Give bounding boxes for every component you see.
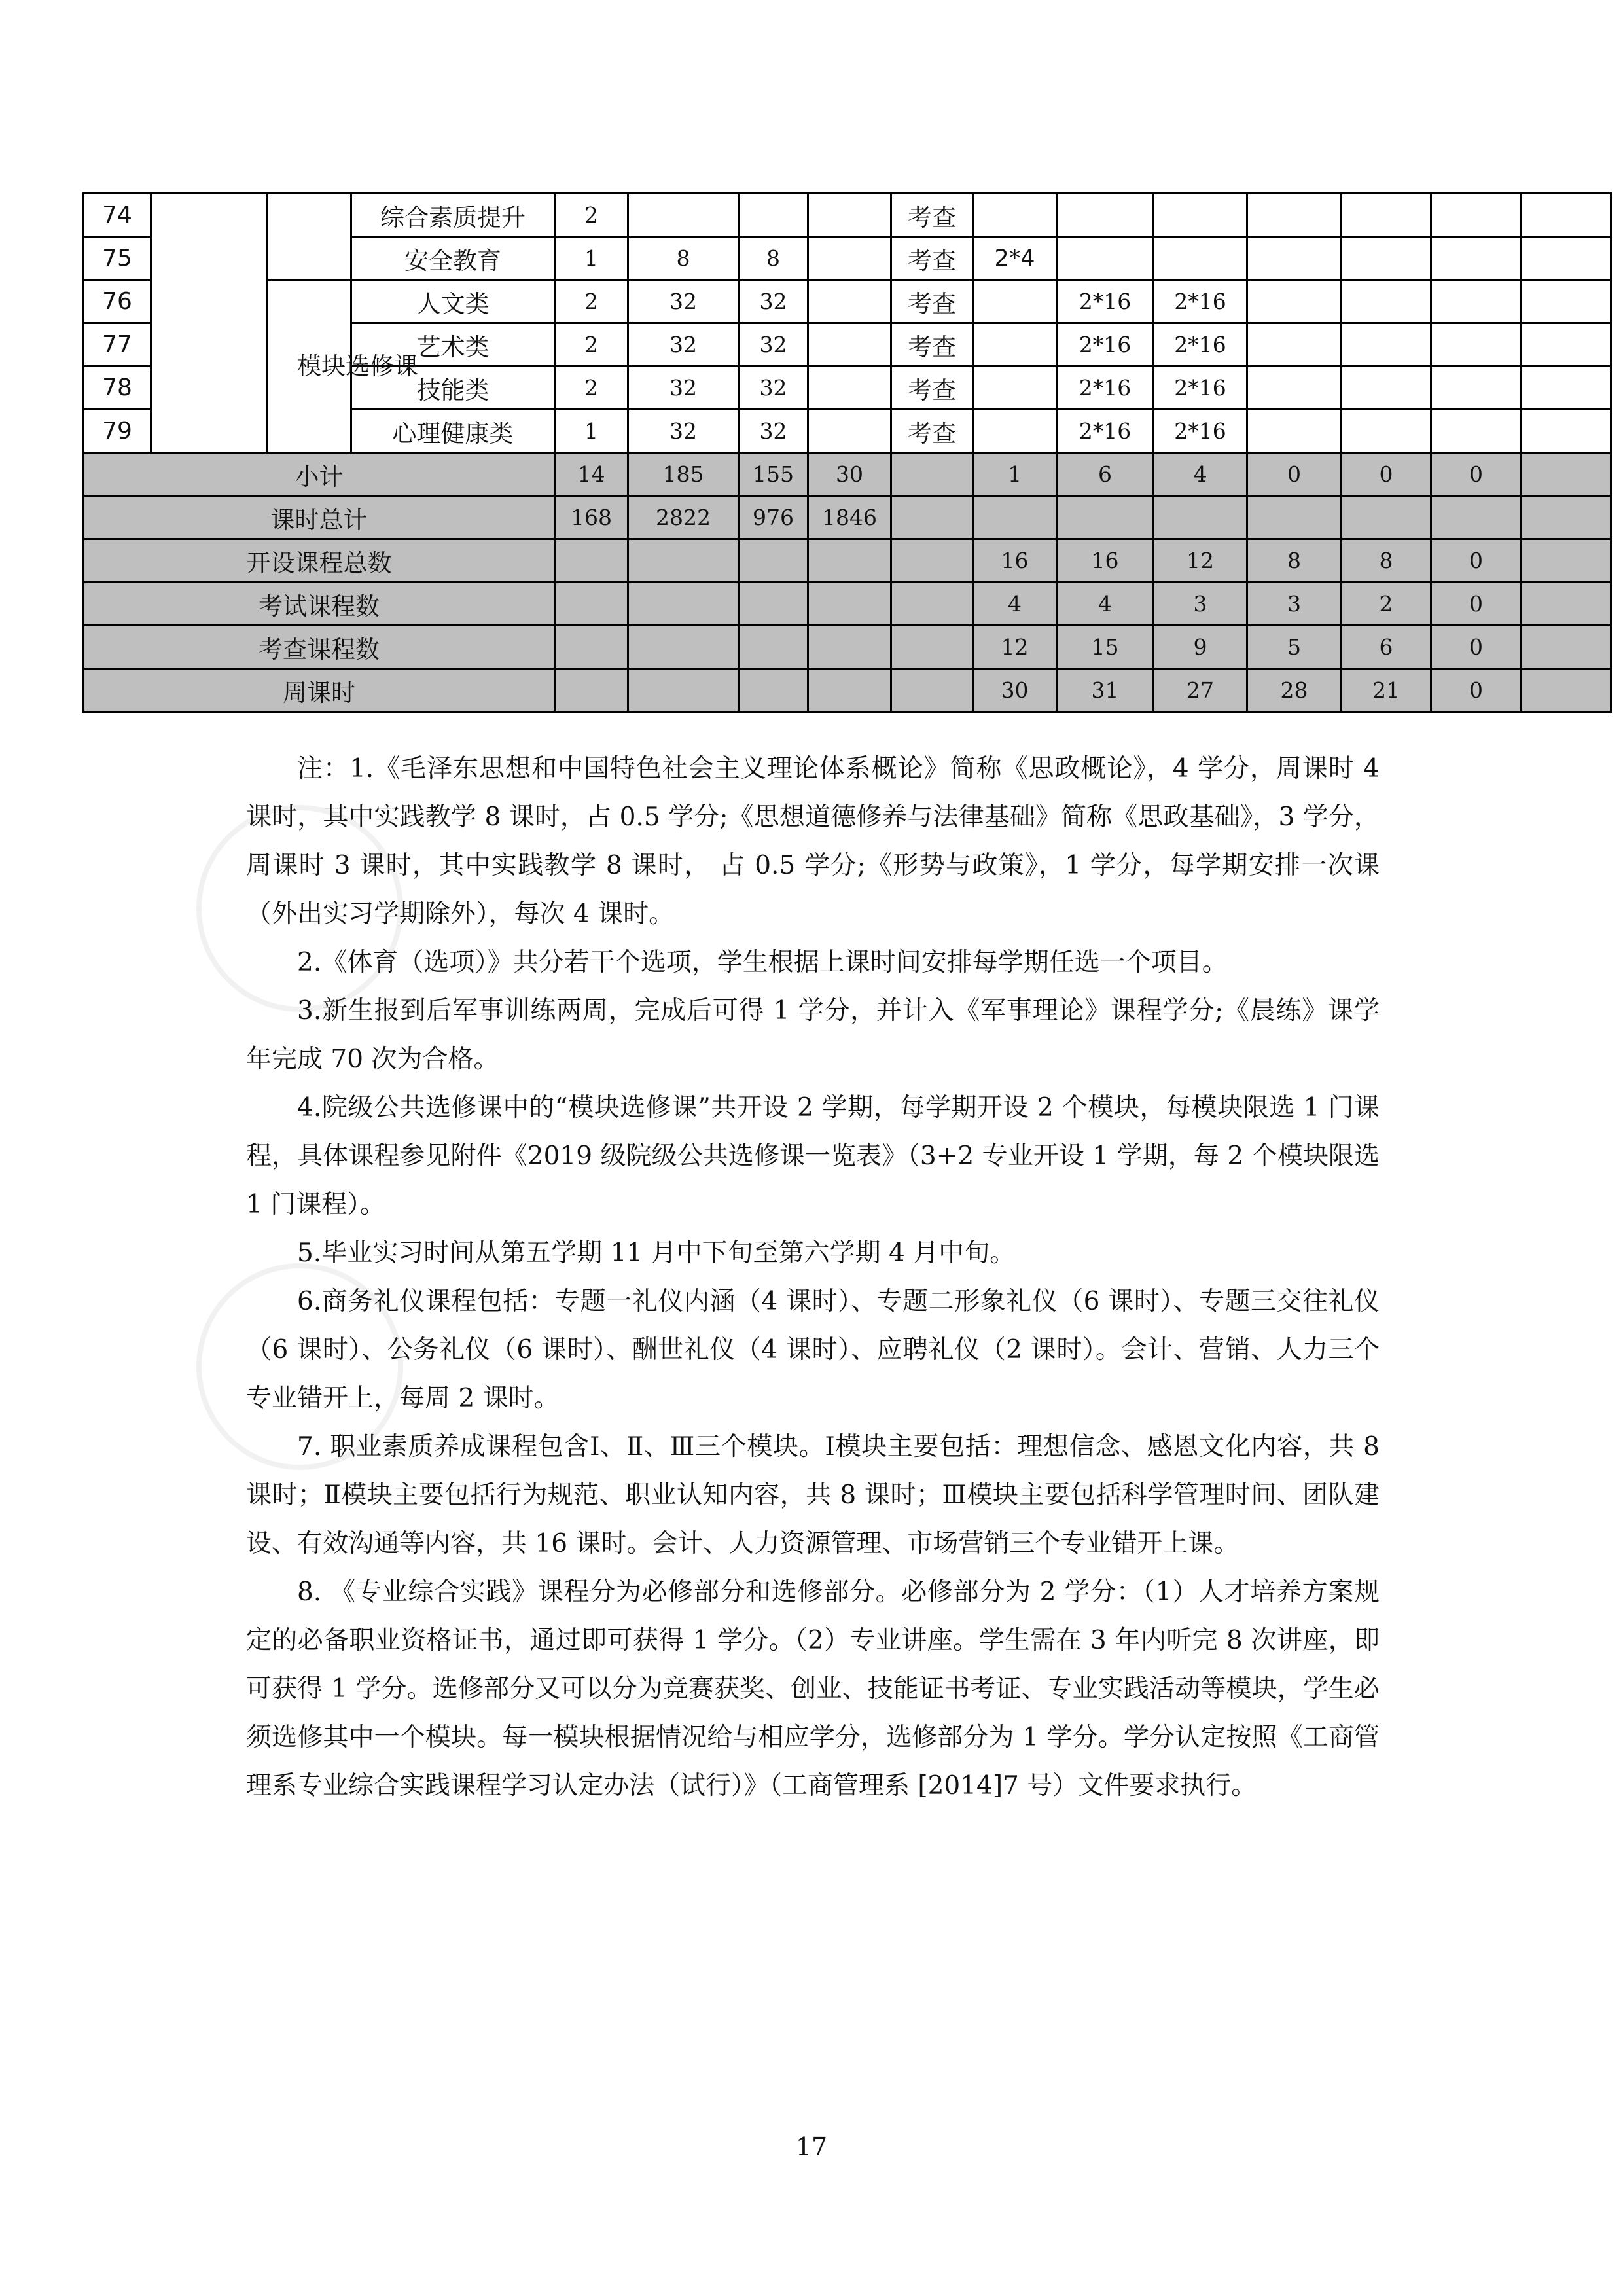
semester-3-cell: 2*16 [1154,323,1247,367]
semester-6-cell [1431,367,1522,410]
remarks-cell [1522,410,1611,453]
semester-3-cell [1154,496,1247,539]
theory-hours-cell: 976 [739,496,808,539]
course-name: 心理健康类 [351,410,555,453]
credit-cell [555,583,628,626]
note-paragraph: 7. 职业素质养成课程包含Ⅰ、Ⅱ、Ⅲ三个模块。Ⅰ模块主要包括：理想信念、感恩文化内容，共 8 课时；Ⅱ模块主要包括行为规范、职业认知内容，共 8 课时；Ⅲ模块主要包括科学管理时间、团队建设、有效沟通等内容，共 16 课时。会计、人力资源管理、市场营销三个专业错开上课。 [246,1432,1380,1558]
semester-1-cell: 4 [973,583,1057,626]
credit-cell [555,626,628,669]
semester-4-cell: 8 [1247,539,1342,583]
semester-3-cell: 3 [1154,583,1247,626]
category-cell [151,194,268,453]
theory-hours-cell: 32 [739,367,808,410]
semester-1-cell [973,410,1057,453]
semester-1-cell: 2*4 [973,237,1057,280]
summary-row [84,539,1611,583]
assessment-cell: 考查 [891,367,973,410]
total-hours-cell [628,626,739,669]
semester-4-cell: 3 [1247,583,1342,626]
assessment-cell [891,669,973,712]
remarks-cell [1522,323,1611,367]
practice-hours-cell [808,280,891,323]
remarks-cell [1522,496,1611,539]
module-elective-group [268,280,418,453]
remarks-cell [1522,194,1611,237]
semester-4-cell: 28 [1247,669,1342,712]
row-number: 74 [84,194,151,237]
practice-hours-cell: 30 [808,453,891,496]
semester-2-cell: 2*16 [1057,367,1154,410]
assessment-cell: 考查 [891,194,973,237]
practice-hours-cell: 1846 [808,496,891,539]
semester-3-cell [1154,194,1247,237]
semester-3-cell: 4 [1154,453,1247,496]
semester-2-cell: 2*16 [1057,323,1154,367]
semester-2-cell: 16 [1057,539,1154,583]
semester-6-cell: 0 [1431,669,1522,712]
row-number: 79 [84,410,151,453]
summary-label: 周课时 [84,669,555,712]
total-hours-cell [628,194,739,237]
semester-5-cell: 8 [1342,539,1431,583]
practice-hours-cell [808,669,891,712]
notes-section [246,745,1380,1810]
semester-5-cell [1342,367,1431,410]
semester-5-cell: 2 [1342,583,1431,626]
semester-2-cell: 2*16 [1057,280,1154,323]
remarks-cell [1522,453,1611,496]
total-hours-cell: 32 [628,367,739,410]
semester-5-cell [1342,323,1431,367]
page-number: 17 [795,2132,828,2161]
note-paragraph: 2.《体育（选项）》共分若干个选项，学生根据上课时间安排每学期任选一个项目。 [297,948,1228,977]
summary-row [84,626,1611,669]
row-number: 78 [84,367,151,410]
remarks-cell [1522,626,1611,669]
practice-hours-cell [808,583,891,626]
assessment-cell: 考查 [891,280,973,323]
total-hours-cell: 32 [628,280,739,323]
subcategory-cell [268,194,351,280]
assessment-cell [891,539,973,583]
semester-4-cell [1247,496,1342,539]
semester-5-cell [1342,410,1431,453]
summary-label: 小计 [84,453,555,496]
semester-5-cell [1342,280,1431,323]
table-row [84,194,1611,237]
semester-5-cell: 0 [1342,453,1431,496]
semester-5-cell [1342,237,1431,280]
course-name: 安全教育 [351,237,555,280]
semester-4-cell [1247,410,1342,453]
total-hours-cell [628,669,739,712]
semester-1-cell: 16 [973,539,1057,583]
semester-6-cell [1431,194,1522,237]
theory-hours-cell [739,669,808,712]
theory-hours-cell: 32 [739,280,808,323]
practice-hours-cell [808,539,891,583]
course-name: 技能类 [351,367,555,410]
total-hours-cell: 8 [628,237,739,280]
assessment-cell [891,626,973,669]
module-elective-label: 模块选修课 [297,351,418,380]
semester-2-cell: 31 [1057,669,1154,712]
semester-2-cell [1057,237,1154,280]
practice-hours-cell [808,410,891,453]
theory-hours-cell [739,626,808,669]
note-paragraph: 6.商务礼仪课程包括：专题一礼仪内涵（4 课时）、专题二形象礼仪（6 课时）、专题三交往礼仪（6 课时）、公务礼仪（6 课时）、酬世礼仪（4 课时）、应聘礼仪（2 课时）。会计、营销、人力三个专业错开上，每周 2 课时。 [246,1287,1380,1413]
credit-cell: 2 [555,367,628,410]
theory-hours-cell: 155 [739,453,808,496]
theory-hours-cell: 8 [739,237,808,280]
summary-label: 考查课程数 [84,626,555,669]
semester-1-cell: 1 [973,453,1057,496]
semester-6-cell: 0 [1431,583,1522,626]
course-table [82,192,1612,713]
remarks-cell [1522,583,1611,626]
semester-3-cell [1154,237,1247,280]
summary-row [84,583,1611,626]
semester-5-cell: 21 [1342,669,1431,712]
credit-cell [555,539,628,583]
note-paragraph: 3.新生报到后军事训练两周，完成后可得 1 学分，并计入《军事理论》课程学分;《晨练》课学年完成 70 次为合格。 [246,996,1380,1074]
semester-2-cell: 4 [1057,583,1154,626]
note-paragraph: 4.院级公共选修课中的“模块选修课”共开设 2 学期，每学期开设 2 个模块，每模块限选 1 门课程，具体课程参见附件《2019 级院级公共选修课一览表》（3+2 专业开设 1 学期，每 2 个模块限选 1 门课程）。 [246,1093,1380,1219]
semester-6-cell [1431,410,1522,453]
credit-cell: 1 [555,410,628,453]
semester-6-cell [1431,323,1522,367]
semester-6-cell [1431,496,1522,539]
semester-1-cell [973,194,1057,237]
total-hours-cell [628,583,739,626]
theory-hours-cell [739,194,808,237]
semester-2-cell: 15 [1057,626,1154,669]
semester-1-cell [973,367,1057,410]
semester-1-cell [973,280,1057,323]
total-hours-cell: 185 [628,453,739,496]
theory-hours-cell [739,539,808,583]
course-name: 人文类 [351,280,555,323]
semester-6-cell: 0 [1431,626,1522,669]
semester-3-cell: 2*16 [1154,367,1247,410]
total-hours-cell: 2822 [628,496,739,539]
semester-4-cell [1247,367,1342,410]
remarks-cell [1522,237,1611,280]
semester-3-cell: 2*16 [1154,280,1247,323]
summary-label: 开设课程总数 [84,539,555,583]
credit-cell: 168 [555,496,628,539]
practice-hours-cell [808,194,891,237]
summary-row [84,669,1611,712]
practice-hours-cell [808,626,891,669]
assessment-cell [891,453,973,496]
practice-hours-cell [808,237,891,280]
row-number: 77 [84,323,151,367]
note-paragraph: 8. 《专业综合实践》课程分为必修部分和选修部分。必修部分为 2 学分：（1）人才培养方案规定的必备职业资格证书，通过即可获得 1 学分。（2）专业讲座。学生需在 3 年内听完 8 次讲座，即可获得 1 学分。选修部分又可以分为竞赛获奖、创业、技能证书考证、专业实践活动等模块，学生必须选修其中一个模块。每一模块根据情况给与相应学分，选修部分为 1 学分。学分认定按照《工商管理系专业综合实践课程学习认定办法（试行）》（工商管理系 [2014]7 号）文件要求执行。 [246,1577,1380,1801]
semester-4-cell [1247,323,1342,367]
total-hours-cell: 32 [628,323,739,367]
semester-4-cell [1247,280,1342,323]
semester-2-cell [1057,194,1154,237]
credit-cell: 2 [555,323,628,367]
table-row [84,280,1611,323]
course-name: 艺术类 [351,323,555,367]
semester-6-cell [1431,280,1522,323]
row-number: 76 [84,280,151,323]
semester-4-cell [1247,194,1342,237]
summary-row [84,496,1611,539]
credit-cell: 14 [555,453,628,496]
semester-6-cell: 0 [1431,539,1522,583]
semester-3-cell: 2*16 [1154,410,1247,453]
assessment-cell: 考查 [891,237,973,280]
remarks-cell [1522,280,1611,323]
semester-3-cell: 27 [1154,669,1247,712]
theory-hours-cell: 32 [739,323,808,367]
remarks-cell [1522,367,1611,410]
semester-5-cell [1342,194,1431,237]
semester-3-cell: 12 [1154,539,1247,583]
theory-hours-cell [739,583,808,626]
practice-hours-cell [808,367,891,410]
remarks-cell [1522,539,1611,583]
semester-2-cell: 6 [1057,453,1154,496]
semester-4-cell [1247,237,1342,280]
total-hours-cell: 32 [628,410,739,453]
note-paragraph: 5.毕业实习时间从第五学期 11 月中下旬至第六学期 4 月中旬。 [297,1238,1016,1268]
semester-2-cell: 2*16 [1057,410,1154,453]
credit-cell: 2 [555,280,628,323]
assessment-cell [891,583,973,626]
note-paragraph: 注：1.《毛泽东思想和中国特色社会主义理论体系概论》简称《思政概论》，4 学分，周课时 4 课时，其中实践教学 8 课时，占 0.5 学分;《思想道德修养与法律基础》简称《思政基础》，3 学分，周课时 3 课时，其中实践教学 8 课时， 占 0.5 学分;《形势与政策》，1 学分，每学期安排一次课（外出实习学期除外），每次 4 课时。 [246,754,1380,929]
practice-hours-cell [808,323,891,367]
course-name: 综合素质提升 [351,194,555,237]
remarks-cell [1522,669,1611,712]
assessment-cell [891,496,973,539]
summary-row [84,453,1611,496]
semester-2-cell [1057,496,1154,539]
assessment-cell: 考查 [891,323,973,367]
row-number: 75 [84,237,151,280]
assessment-cell: 考查 [891,410,973,453]
credit-cell: 1 [555,237,628,280]
semester-5-cell [1342,496,1431,539]
semester-6-cell: 0 [1431,453,1522,496]
semester-1-cell: 12 [973,626,1057,669]
theory-hours-cell: 32 [739,410,808,453]
semester-3-cell: 9 [1154,626,1247,669]
semester-4-cell: 5 [1247,626,1342,669]
semester-5-cell: 6 [1342,626,1431,669]
summary-label: 课时总计 [84,496,555,539]
total-hours-cell [628,539,739,583]
credit-cell: 2 [555,194,628,237]
summary-label: 考试课程数 [84,583,555,626]
semester-1-cell [973,323,1057,367]
semester-1-cell [973,496,1057,539]
semester-4-cell: 0 [1247,453,1342,496]
credit-cell [555,669,628,712]
semester-1-cell: 30 [973,669,1057,712]
semester-6-cell [1431,237,1522,280]
